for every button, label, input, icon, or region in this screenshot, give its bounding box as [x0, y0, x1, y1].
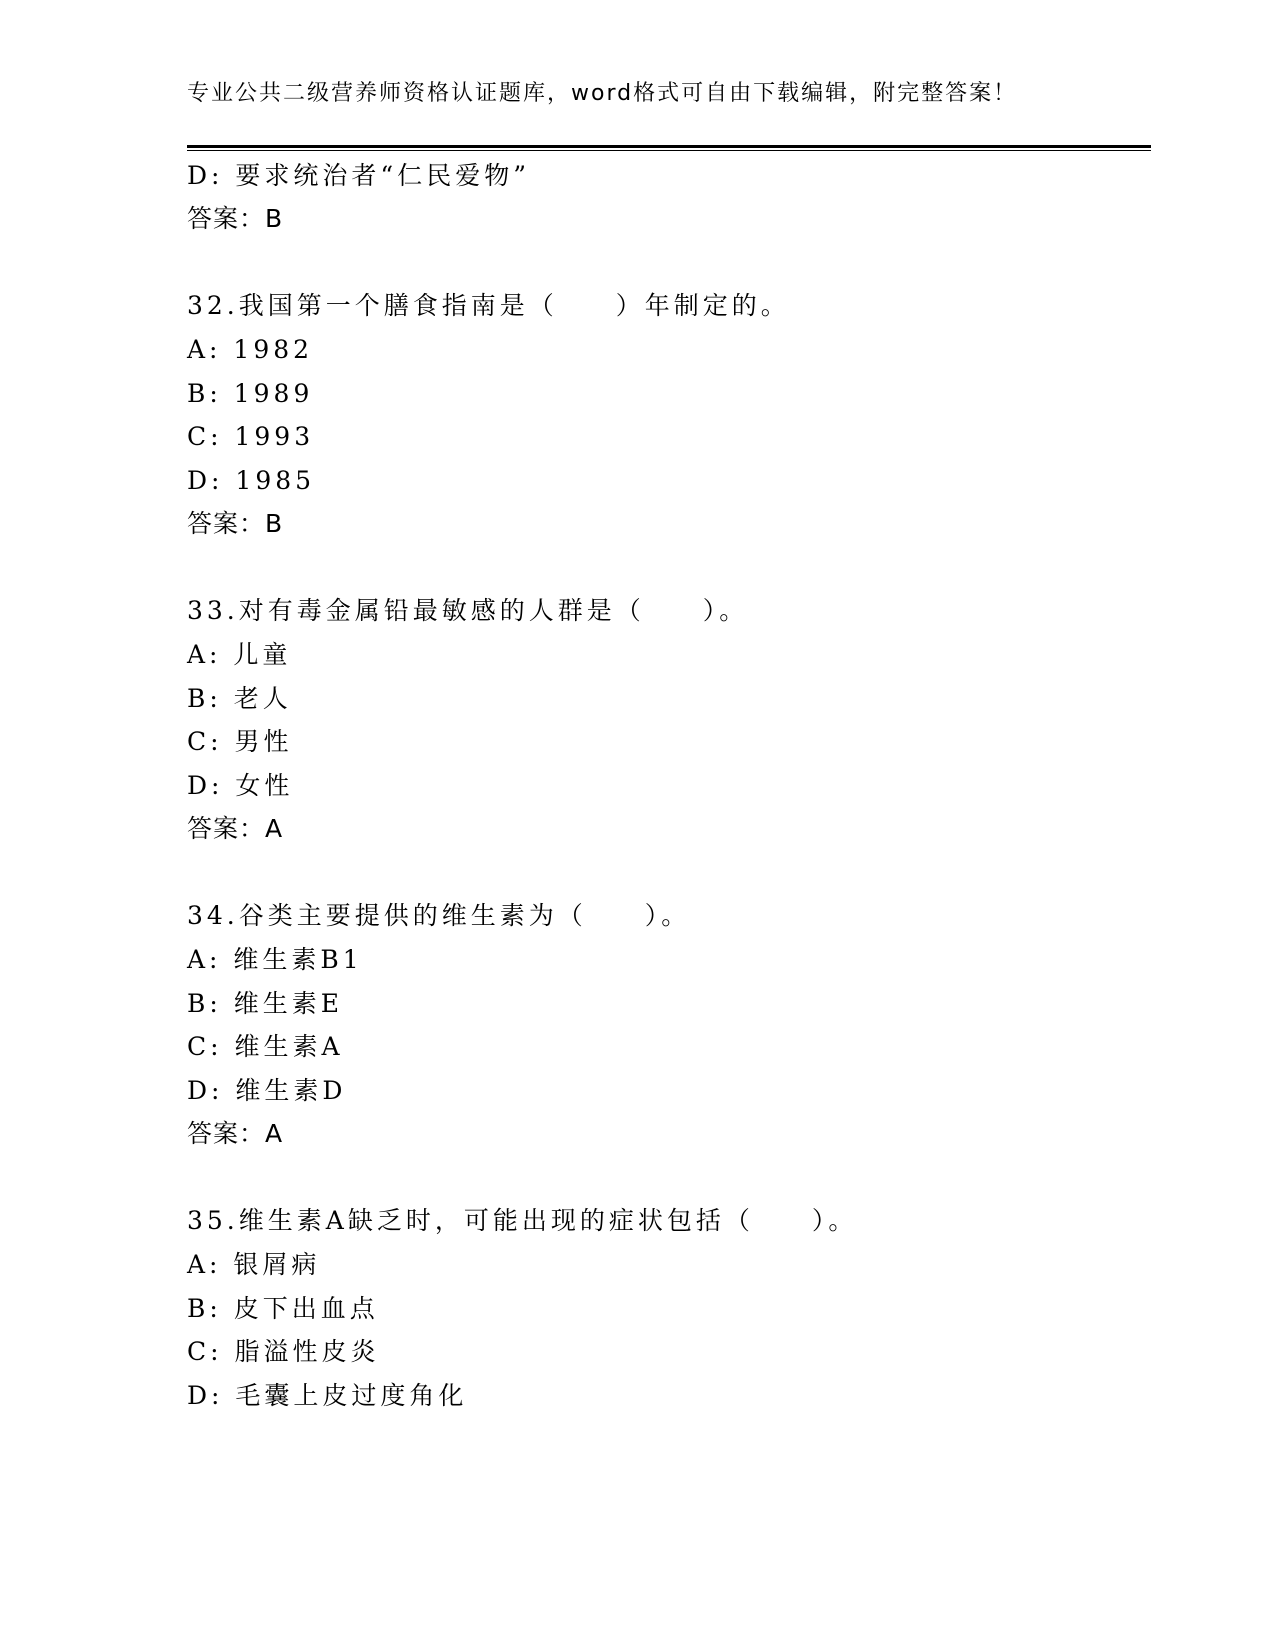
option-c: C: 脂溢性皮炎 — [187, 1337, 380, 1366]
question-stem: 34.谷类主要提供的维生素为（ ）。 — [187, 901, 691, 930]
carryover-answer: 答案：B — [187, 204, 284, 233]
question-stem: 33.对有毒金属铅最敏感的人群是（ ）。 — [187, 596, 749, 625]
option-d: D: 毛囊上皮过度角化 — [187, 1381, 468, 1410]
option-d: D: 维生素D — [187, 1076, 347, 1105]
option-c: C: 维生素A — [187, 1032, 344, 1061]
carryover-option-d: D: 要求统治者“仁民爱物” — [187, 161, 530, 190]
header-rule-thin — [187, 150, 1151, 151]
option-a: A: 儿童 — [187, 640, 292, 669]
option-d: D: 1985 — [187, 466, 316, 495]
option-b: B: 维生素E — [187, 989, 343, 1018]
option-b: B: 1989 — [187, 379, 314, 408]
option-a: A: 维生素B1 — [187, 945, 363, 974]
option-b: B: 皮下出血点 — [187, 1294, 379, 1323]
option-b: B: 老人 — [187, 684, 292, 713]
header-text: 专业公共二级营养师资格认证题库，word格式可自由下载编辑，附完整答案！ — [187, 81, 1018, 106]
question-stem: 32.我国第一个膳食指南是（ ）年制定的。 — [187, 291, 790, 320]
answer: 答案：A — [187, 814, 284, 843]
option-c: C: 男性 — [187, 727, 293, 756]
option-d: D: 女性 — [187, 771, 294, 800]
question-stem: 35.维生素A缺乏时，可能出现的症状包括（ ）。 — [187, 1206, 858, 1235]
answer: 答案：B — [187, 509, 284, 538]
option-c: C: 1993 — [187, 422, 315, 451]
answer: 答案：A — [187, 1119, 284, 1148]
header-rule-thick — [187, 145, 1151, 148]
option-a: A: 银屑病 — [187, 1250, 321, 1279]
option-a: A: 1982 — [187, 335, 314, 364]
